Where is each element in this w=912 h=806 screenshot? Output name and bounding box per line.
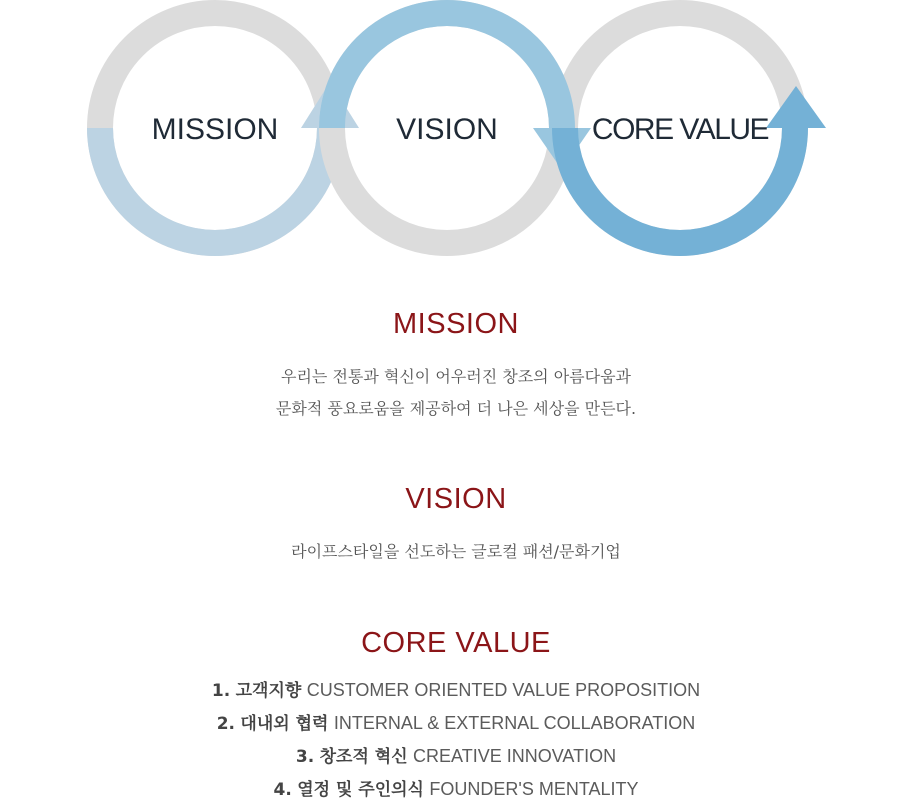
core-value-item [0, 773, 912, 806]
core-value-item-en: CREATIVE INNOVATION [413, 746, 617, 766]
core-value-item-num: 4. [273, 780, 292, 800]
mission-text-line-2: 문화적 풍요로움을 제공하여 더 나은 세상을 만든다. [275, 399, 637, 418]
core-value-item-num: 2. [216, 714, 236, 734]
core-value-item [0, 674, 912, 707]
core-value-item-ko: 대내외 협력 [240, 714, 329, 734]
vision-text: 라이프스타일을 선도하는 글로컬 패션/문화기업 [291, 542, 621, 561]
core-value-arrow-up-icon [766, 86, 826, 128]
core-value-ring-label: CORE VALUE [591, 113, 769, 146]
mission-vision-value-diagram [0, 0, 912, 270]
core-value-heading: CORE VALUE [361, 627, 551, 659]
core-value-item-en: FOUNDER'S MENTALITY [429, 779, 639, 799]
core-value-item-num: 1. [211, 681, 231, 701]
core-value-item-en: INTERNAL & EXTERNAL COLLABORATION [333, 713, 696, 733]
mission-heading: MISSION [393, 308, 519, 340]
mission-text-line-1: 우리는 전통과 혁신이 어우러진 창조의 아름다움과 [280, 367, 631, 386]
core-value-item-ko: 열정 및 주인의식 [297, 780, 424, 800]
mission-section [0, 308, 912, 425]
core-value-arc [565, 86, 826, 243]
core-value-item-ko: 창조적 혁신 [319, 747, 408, 767]
core-value-item [0, 740, 912, 773]
vision-heading: VISION [405, 483, 507, 515]
core-value-item-ko: 고객지향 [235, 681, 302, 701]
core-value-item-num: 3. [295, 747, 315, 767]
core-value-section [0, 627, 912, 806]
vision-ring-label: VISION [396, 113, 498, 146]
core-value-item [0, 707, 912, 740]
mission-ring-label: MISSION [151, 113, 279, 146]
vision-section [0, 483, 912, 568]
core-value-item-en: CUSTOMER ORIENTED VALUE PROPOSITION [306, 680, 701, 700]
